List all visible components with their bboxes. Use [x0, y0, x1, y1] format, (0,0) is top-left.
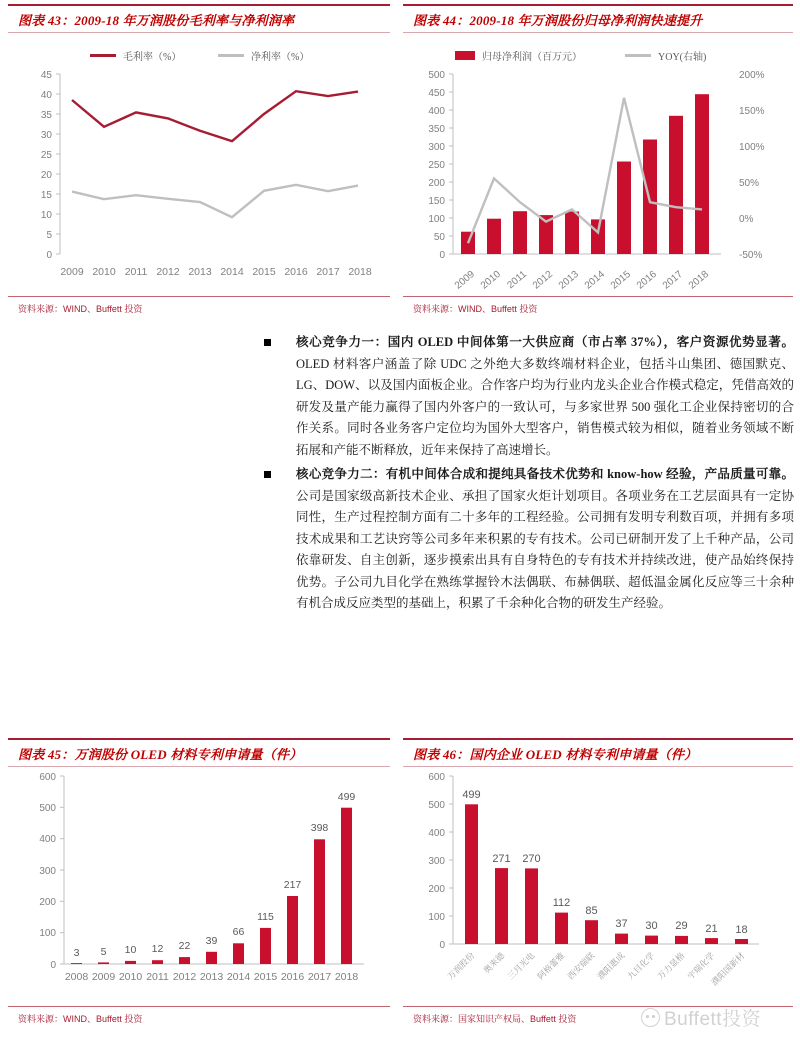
svg-text:500: 500 [428, 70, 445, 81]
exhibit-43-legend-item-1 [90, 48, 181, 63]
svg-text:2008: 2008 [64, 971, 89, 983]
exhibit-43-plot [8, 62, 390, 292]
svg-text:22: 22 [178, 940, 191, 952]
bullet-lead-text: 核心竞争力二：有机中间体合成和提纯具备技术优势和 know-how 经验，产品质量可靠。 [296, 467, 794, 481]
exhibit-46-title: 图表 46：国内企业 OLED 材料专利申请量（件） [413, 747, 698, 762]
svg-text:2014: 2014 [220, 266, 244, 278]
svg-text:2014: 2014 [582, 268, 607, 292]
exhibit-43-legend-item-2 [218, 48, 309, 63]
bullet-square-icon [264, 339, 271, 346]
svg-text:100%: 100% [739, 142, 765, 153]
svg-text:九目化学: 九目化学 [625, 950, 657, 982]
svg-text:45: 45 [40, 70, 52, 81]
svg-text:30: 30 [40, 130, 52, 141]
svg-text:濮阳国新材: 濮阳国新材 [709, 950, 747, 988]
exhibit-43-panel [8, 4, 390, 326]
svg-text:85: 85 [585, 905, 598, 917]
legend-line-icon [90, 54, 116, 57]
svg-text:2016: 2016 [634, 268, 659, 292]
svg-text:50: 50 [433, 232, 445, 243]
bullet-lead-text: 核心竞争力一：国内 OLED 中间体第一大供应商（市占率 37%），客户资源优势显著。 [296, 335, 794, 349]
svg-text:499: 499 [337, 791, 356, 803]
svg-text:2009: 2009 [452, 268, 477, 292]
svg-text:2013: 2013 [188, 266, 212, 278]
exhibit-46-panel [403, 738, 793, 1034]
svg-text:2016: 2016 [280, 971, 305, 983]
svg-text:50%: 50% [739, 178, 760, 189]
svg-text:37: 37 [615, 918, 628, 930]
svg-text:500: 500 [428, 800, 445, 811]
svg-text:2014: 2014 [226, 971, 251, 983]
svg-text:5: 5 [46, 230, 52, 241]
svg-text:200: 200 [428, 884, 445, 895]
legend-label: YOY(右轴) [658, 52, 707, 63]
svg-text:25: 25 [40, 150, 52, 161]
svg-text:2009: 2009 [60, 266, 84, 278]
svg-text:西安瑞联: 西安瑞联 [565, 950, 597, 982]
body-text-column [256, 332, 794, 618]
svg-text:18: 18 [735, 924, 748, 936]
exhibit-44-plot [403, 62, 793, 297]
svg-text:400: 400 [39, 834, 56, 845]
svg-text:2010: 2010 [478, 268, 503, 292]
svg-text:115: 115 [257, 911, 274, 923]
svg-text:400: 400 [428, 828, 445, 839]
svg-text:10: 10 [40, 210, 52, 221]
svg-text:-50%: -50% [739, 250, 763, 261]
exhibit-44-title: 图表 44：2009-18 年万润股份归母净利润快速提升 [413, 13, 703, 28]
bullet-item [256, 464, 794, 615]
svg-text:35: 35 [40, 110, 52, 121]
svg-text:2017: 2017 [316, 266, 340, 278]
svg-text:0: 0 [439, 250, 445, 261]
exhibit-46-source: 资料来源：国家知识产权局、Buffett 投资 [413, 1014, 577, 1024]
legend-label: 净利率（%） [251, 52, 310, 63]
exhibit-44-legend-item-1 [455, 48, 582, 63]
svg-text:499: 499 [462, 789, 481, 801]
svg-text:2015: 2015 [253, 971, 278, 983]
exhibit-44-legend-item-2 [625, 48, 706, 63]
svg-text:200: 200 [39, 897, 56, 908]
svg-text:0: 0 [50, 960, 56, 971]
bullet-body-text: 公司是国家级高新技术企业、承担了国家火炬计划项目。各项业务在工艺层面具有一定协同性，生产过程控制方面有二十多年的工程经验。公司拥有发明专利数百项，并拥有多项技术成果和工艺诀窍等公司多年来积累的专有技术。公司已研制开发了上千种产品，公司依靠研发、自主创新，逐步摸索出具有自身特色的专有技术并持续改进，使产品始终保持优势。子公司九目化学在熟练掌握铃木法偶联、布赫偶联、超低温金属化反应等三十余种有机合成反应类型的基础上，积累了千余种化合物的研发生产经验。 [296, 488, 794, 610]
svg-text:2013: 2013 [199, 971, 224, 983]
svg-text:2012: 2012 [172, 971, 197, 983]
svg-text:2011: 2011 [505, 268, 529, 292]
svg-text:100: 100 [428, 912, 445, 923]
svg-text:39: 39 [205, 935, 218, 947]
svg-text:2012: 2012 [530, 268, 555, 292]
exhibit-44-chart [403, 32, 793, 292]
svg-text:100: 100 [428, 214, 445, 225]
svg-text:2013: 2013 [556, 268, 581, 292]
svg-text:600: 600 [428, 772, 445, 783]
svg-text:万润股份: 万润股份 [445, 950, 477, 982]
svg-text:2010: 2010 [92, 266, 116, 278]
exhibit-45-title: 图表 45：万润股份 OLED 材料专利申请量（件） [18, 747, 303, 762]
svg-text:217: 217 [283, 879, 302, 891]
svg-text:0: 0 [439, 940, 445, 951]
svg-text:2012: 2012 [156, 266, 180, 278]
legend-line-icon [625, 54, 651, 57]
svg-text:350: 350 [428, 124, 445, 135]
svg-text:40: 40 [40, 90, 52, 101]
svg-text:21: 21 [705, 923, 718, 935]
svg-text:5: 5 [100, 946, 107, 958]
exhibit-43-chart [8, 32, 390, 292]
svg-text:20: 20 [40, 170, 52, 181]
svg-text:2018: 2018 [348, 266, 372, 278]
svg-text:2011: 2011 [124, 266, 148, 278]
svg-text:400: 400 [428, 106, 445, 117]
svg-text:10: 10 [124, 944, 137, 956]
exhibit-45-chart [8, 766, 390, 1004]
exhibit-46-plot [403, 766, 793, 1004]
svg-text:600: 600 [39, 772, 56, 783]
svg-text:200: 200 [428, 178, 445, 189]
svg-text:12: 12 [151, 943, 164, 955]
svg-text:500: 500 [39, 803, 56, 814]
svg-text:万力显格: 万力显格 [655, 950, 687, 982]
bullet-item [256, 332, 794, 461]
svg-text:2017: 2017 [660, 268, 685, 292]
svg-text:66: 66 [232, 926, 245, 938]
svg-text:270: 270 [522, 853, 541, 865]
svg-text:250: 250 [428, 160, 445, 171]
svg-text:150%: 150% [739, 106, 765, 117]
svg-text:2017: 2017 [307, 971, 332, 983]
svg-text:300: 300 [39, 866, 56, 877]
svg-text:2018: 2018 [334, 971, 359, 983]
svg-text:2015: 2015 [608, 268, 633, 292]
exhibit-45-plot [8, 766, 390, 1004]
svg-text:3: 3 [73, 947, 80, 959]
svg-text:2015: 2015 [252, 266, 276, 278]
bullet-square-icon [264, 471, 271, 478]
svg-text:2011: 2011 [146, 971, 169, 983]
svg-text:2010: 2010 [118, 971, 143, 983]
svg-text:2016: 2016 [284, 266, 308, 278]
svg-text:0: 0 [46, 250, 52, 261]
svg-text:200%: 200% [739, 70, 765, 81]
svg-text:阿格蕾雅: 阿格蕾雅 [535, 950, 567, 982]
svg-text:2009: 2009 [91, 971, 116, 983]
svg-text:398: 398 [310, 822, 329, 834]
exhibit-43-source: 资料来源：WIND、Buffett 投资 [18, 304, 143, 314]
svg-text:150: 150 [428, 196, 445, 207]
legend-label: 归母净利润（百万元） [482, 52, 582, 63]
svg-text:29: 29 [675, 920, 688, 932]
exhibit-43-title: 图表 43：2009-18 年万润股份毛利率与净利润率 [18, 13, 295, 28]
svg-text:0%: 0% [739, 214, 754, 225]
svg-text:112: 112 [552, 897, 571, 909]
svg-text:271: 271 [492, 853, 511, 865]
svg-text:300: 300 [428, 856, 445, 867]
svg-text:2018: 2018 [686, 268, 711, 292]
svg-text:宇瑞化学: 宇瑞化学 [685, 950, 717, 982]
exhibit-44-source: 资料来源：WIND、Buffett 投资 [413, 304, 538, 314]
svg-text:濮阳惠成: 濮阳惠成 [595, 950, 627, 982]
legend-label: 毛利率（%） [123, 52, 182, 63]
svg-text:奥来德: 奥来德 [481, 950, 507, 976]
svg-text:15: 15 [40, 190, 52, 201]
svg-text:三月光电: 三月光电 [505, 950, 537, 982]
svg-text:100: 100 [39, 928, 56, 939]
svg-text:300: 300 [428, 142, 445, 153]
watermark-text: Buffett投资 [664, 1009, 762, 1030]
bullet-body-text: OLED 材料客户涵盖了除 UDC 之外绝大多数终端材料企业，包括斗山集团、德国默克、LG、DOW、以及国内面板企业。合作客户均为行业内龙头企业合作模式稳定，凭借高效的研发及量产能力赢得了国内外客户的一致认可，与多家世界 500 强化工企业保持密切的合作关系。同时各业务客户定位均为国外大型客户，销售模式较为相似，随着业务领域不断拓展和产能不断释放，近年来保持了高速增长。 [296, 356, 794, 457]
svg-text:30: 30 [645, 920, 658, 932]
exhibit-45-panel [8, 738, 390, 1034]
legend-line-icon [218, 54, 244, 57]
exhibit-44-panel [403, 4, 793, 326]
svg-text:450: 450 [428, 88, 445, 99]
exhibit-45-source: 资料来源：WIND、Buffett 投资 [18, 1014, 143, 1024]
legend-bar-icon [455, 51, 475, 60]
